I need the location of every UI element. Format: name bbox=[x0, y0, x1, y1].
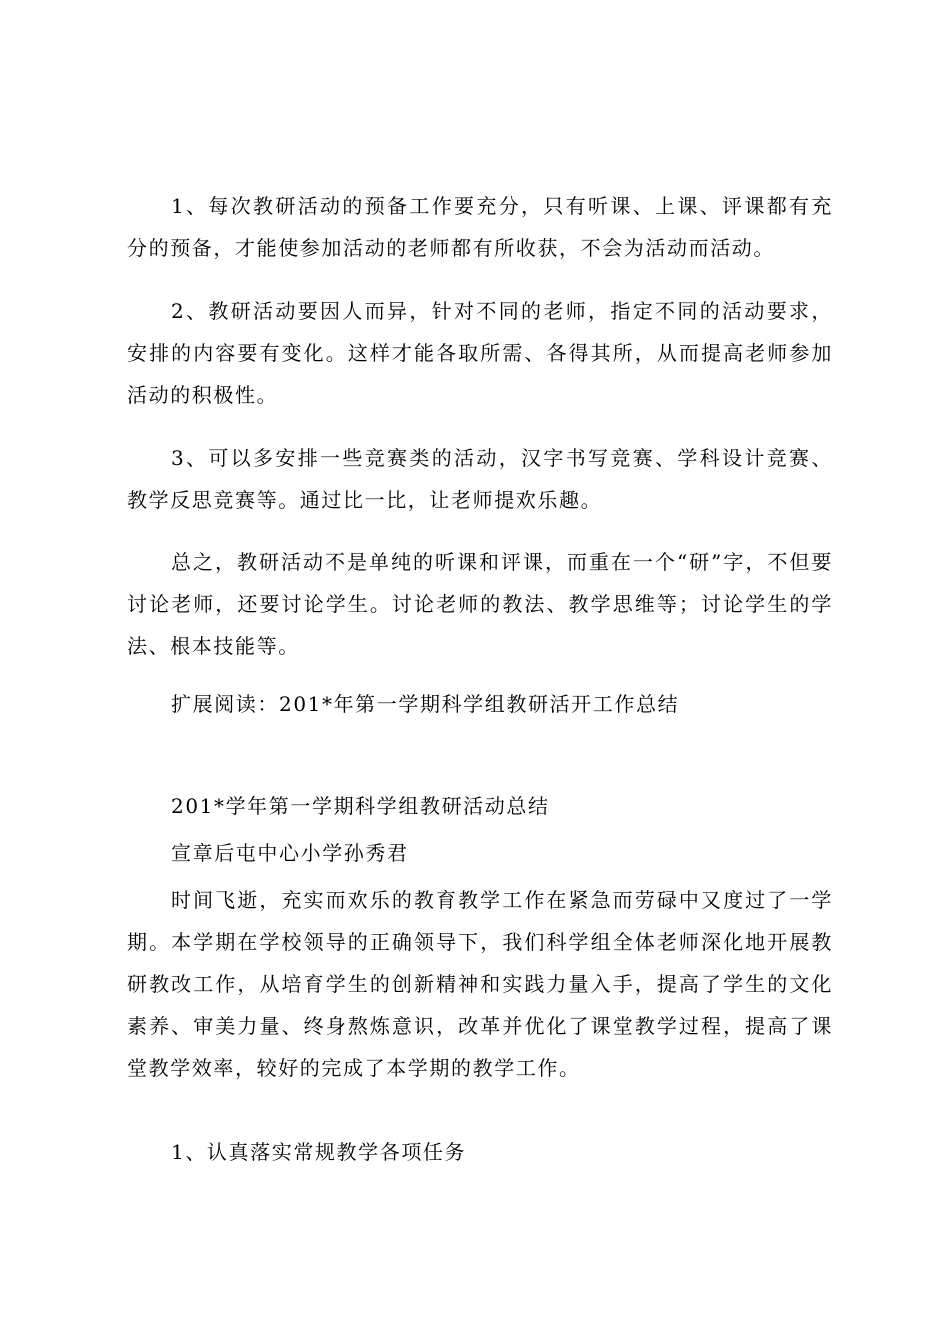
paragraph-competitions: 3、可以多安排一些竞赛类的活动，汉字书写竞赛、学科设计竞赛、教学反思竞赛等。通过比一比，让老师提欢乐趣。 bbox=[127, 446, 833, 512]
paragraph-preparation: 1、每次教研活动的预备工作要充分，只有听课、上课、评课都有充分的预备，才能使参加活动的老师都有所收获，不会为活动而活动。 bbox=[127, 194, 833, 260]
paragraph-conclusion: 总之，教研活动不是单纯的听课和评课，而重在一个“研”字，不但要讨论老师，还要讨论学生。讨论老师的教法、教学思维等；讨论学生的学法、根本技能等。 bbox=[127, 550, 833, 658]
extended-reading-title: 扩展阅读：201*年第一学期科学组教研活开工作总结 bbox=[171, 692, 680, 716]
report-author: 宣章后屯中心小学孙秀君 bbox=[171, 841, 409, 865]
paragraph-semester-summary: 时间飞逝，充实而欢乐的教育教学工作在紧急而劳碌中又度过了一学期。本学期在学校领导的正确领导下，我们科学组全体老师深化地开展教研教改工作，从培育学生的创新精神和实践力量入手，提高了学生的文化素养、审美力量、终身熬炼意识，改革并优化了课堂教学过程，提高了课堂教学效率，较好的完成了本学期的教学工作。 bbox=[127, 888, 833, 1080]
paragraph-individualized: 2、教研活动要因人而异，针对不同的老师，指定不同的活动要求，安排的内容要有变化。这样才能各取所需、各得其所，从而提高老师参加活动的积极性。 bbox=[127, 299, 833, 407]
report-title: 201*学年第一学期科学组教研活动总结 bbox=[171, 794, 550, 818]
section-heading-routine-teaching: 1、认真落实常规教学各项任务 bbox=[171, 1140, 467, 1164]
